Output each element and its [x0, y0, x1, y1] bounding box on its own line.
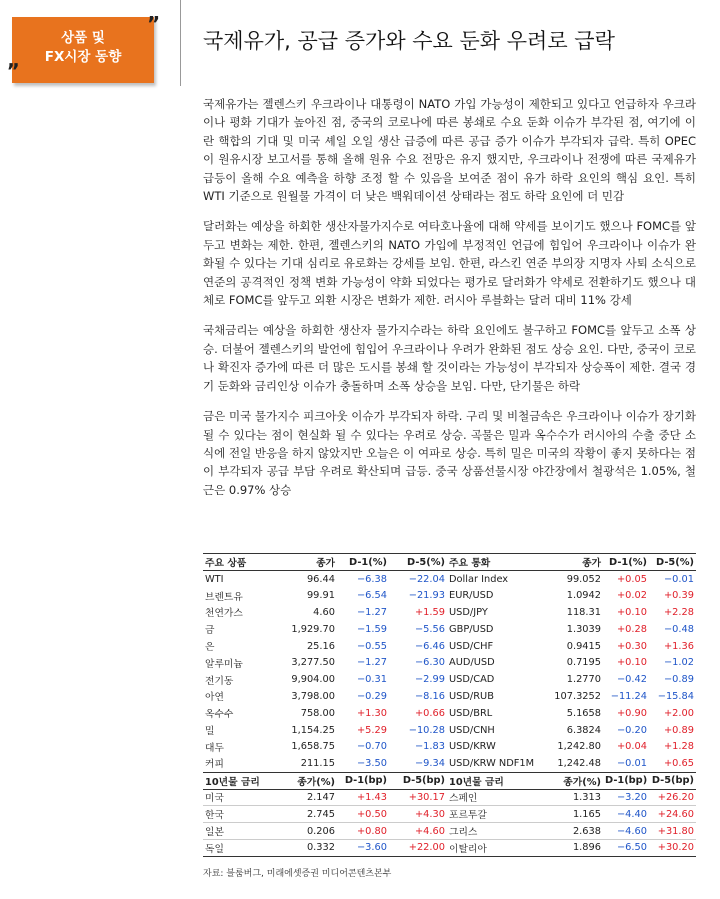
market-cell: −2.99	[414, 674, 445, 686]
market-header-cell: D-1(%)	[349, 556, 387, 568]
market-cell: −0.01	[663, 573, 694, 585]
rate-header-cell: D-5(bp)	[651, 775, 694, 787]
rate-cell: 2.638	[531, 823, 603, 840]
market-cell: 9,904.00	[291, 674, 335, 686]
badge-line-1: 상품 및	[61, 30, 105, 46]
market-cell: +0.04	[616, 741, 647, 753]
market-row	[203, 638, 696, 655]
market-cell: −1.02	[663, 657, 694, 669]
market-cell: −9.34	[414, 757, 445, 769]
rate-cell: 1.165	[531, 806, 603, 823]
paragraph-oil: 국제유가는 젤렌스키 우크라이나 대통령이 NATO 가입 가능성이 제한되고 있다고 언급하자 우크라이나 평화 기대가 높아진 점, 중국의 코로나에 따른 봉쇄로 수요 둔화 이슈가 부각된 점, 여기에 이란 핵합의 기대 및 미국 셰일 오일 생산 급증에 따른 공급 증가 이슈가 부각되자 급락. 특히 OPEC이 원유시장 보고서를 통해 올해 원유 수요 전망은 유지 했지만, 우크라이나 전쟁에 따른 국제유가 급등이 올해 수요 예측을 하향 조정 할 수 있음을 보여준 점이 유가 하락 요인의 핵심 요인. 특히 WTI 기준으로 원월물 가격이 더 낮은 백워데이션 상태라는 점도 하락 요인에 더 민감	[203, 97, 696, 204]
market-header-cell: 주요 상품	[205, 558, 247, 569]
market-cell: 3,798.00	[291, 690, 335, 702]
market-cell: 천연가스	[205, 608, 243, 620]
rate-cell: −4.60	[603, 823, 649, 840]
market-cell: USD/RUB	[449, 690, 494, 702]
rate-cell: +4.30	[389, 806, 447, 823]
market-cell: −0.55	[356, 640, 387, 652]
market-cell: 6.3824	[566, 724, 601, 736]
market-cell: −1.83	[414, 741, 445, 753]
market-cell: +0.65	[663, 757, 694, 769]
market-cell: 알루미늄	[205, 658, 243, 670]
rate-row	[203, 839, 696, 856]
rate-header-cell: 10년물 금리	[205, 776, 260, 788]
market-cell: −0.48	[663, 623, 694, 635]
market-cell: +1.28	[663, 741, 694, 753]
market-cell: −0.31	[356, 674, 387, 686]
market-cell: −22.04	[408, 573, 445, 585]
market-cell: +0.10	[616, 657, 647, 669]
market-row	[203, 571, 696, 588]
rate-cell: −3.20	[603, 789, 649, 806]
market-cell: +0.89	[663, 724, 694, 736]
market-cell: USD/CAD	[449, 674, 495, 686]
rate-cell: −4.40	[603, 806, 649, 823]
market-cell: 5.1658	[566, 707, 601, 719]
rate-cell: 포르투갈	[447, 806, 531, 823]
market-cell: 1.2770	[566, 674, 601, 686]
rate-cell: −6.50	[603, 839, 649, 856]
market-cell: −1.59	[356, 623, 387, 635]
market-table-header	[203, 554, 696, 571]
market-row	[203, 587, 696, 604]
market-cell: +0.90	[616, 707, 647, 719]
paragraph-metals: 금은 미국 물가지수 피크아웃 이슈가 부각되자 하락. 구리 및 비철금속은 우크라이나 이슈가 장기화 될 수 있다는 점이 현실화 될 수 있다는 우려로 상승. 곡물은 밀과 옥수수가 러시아의 수출 중단 소식에 전일 반응을 하지 않았지만 오늘은 이 여파로 상승. 특히 밀은 미국의 작황이 좋지 못하다는 점이 부각되자 공급 부담 우려로 확산되며 급등. 중국 상품선물시장 야간장에서 철광석은 1.05%, 철근은 0.97% 상승	[203, 409, 696, 497]
market-cell: 1,929.70	[291, 623, 335, 635]
market-cell: −0.70	[356, 741, 387, 753]
market-cell: 96.44	[306, 573, 335, 585]
market-cell: GBP/USD	[449, 623, 494, 635]
rate-cell: +31.80	[649, 823, 696, 840]
market-header-cell: 주요 통화	[449, 558, 491, 569]
market-cell: 99.91	[306, 590, 335, 602]
article-body	[203, 95, 696, 511]
market-row	[203, 755, 696, 772]
market-cell: 밀	[205, 726, 215, 738]
market-row	[203, 688, 696, 705]
market-row	[203, 738, 696, 755]
market-cell: −1.27	[356, 657, 387, 669]
market-header-cell: 종가	[316, 558, 335, 569]
market-cell: +0.05	[616, 573, 647, 585]
rate-cell: +24.60	[649, 806, 696, 823]
rate-cell: 한국	[203, 806, 265, 823]
rate-cell: 2.147	[265, 789, 337, 806]
market-cell: −10.28	[408, 724, 445, 736]
market-header-cell: D-5(%)	[656, 556, 694, 568]
market-cell: +0.30	[616, 640, 647, 652]
rate-cell: +4.60	[389, 823, 447, 840]
rate-cell: −3.60	[337, 839, 389, 856]
market-cell: +0.28	[616, 623, 647, 635]
market-cell: 브렌트유	[205, 591, 243, 603]
market-cell: 758.00	[300, 707, 335, 719]
market-cell: −1.27	[356, 606, 387, 618]
open-quote-icon: „	[7, 48, 21, 72]
market-row	[203, 654, 696, 671]
market-cell: 25.16	[306, 640, 335, 652]
market-cell: 1.0942	[566, 590, 601, 602]
market-cell: 1,242.48	[557, 757, 601, 769]
market-cell: WTI	[205, 573, 224, 585]
market-cell: −6.54	[356, 590, 387, 602]
rate-row	[203, 823, 696, 840]
rate-cell: +26.20	[649, 789, 696, 806]
market-cell: Dollar Index	[449, 573, 509, 585]
market-cell: 은	[205, 642, 215, 654]
market-cell: +5.29	[356, 724, 387, 736]
rate-cell: 그리스	[447, 823, 531, 840]
market-cell: −6.30	[414, 657, 445, 669]
rate-header-cell: 종가(%)	[297, 776, 335, 788]
market-cell: −6.38	[356, 573, 387, 585]
market-header-cell: D-1(%)	[609, 556, 647, 568]
close-quote-icon: ”	[147, 12, 161, 36]
market-cell: −6.46	[414, 640, 445, 652]
market-data-table	[203, 553, 696, 857]
market-cell: −5.56	[414, 623, 445, 635]
market-cell: 211.15	[300, 757, 335, 769]
market-cell: 0.9415	[566, 640, 601, 652]
market-cell: −3.50	[356, 757, 387, 769]
market-cell: 0.7195	[566, 657, 601, 669]
market-cell: 1,242.80	[557, 741, 601, 753]
market-cell: −0.42	[616, 674, 647, 686]
market-cell: −15.84	[657, 690, 694, 702]
market-header-cell: D-5(%)	[407, 556, 445, 568]
market-cell: −21.93	[408, 590, 445, 602]
market-cell: 커피	[205, 759, 224, 771]
market-cell: +1.36	[663, 640, 694, 652]
rate-cell: 스페인	[447, 789, 531, 806]
market-cell: −8.16	[414, 690, 445, 702]
market-row	[203, 621, 696, 638]
market-header-cell: 종가	[582, 558, 601, 569]
market-cell: 1,658.75	[291, 741, 335, 753]
market-cell: +0.66	[414, 707, 445, 719]
rate-row	[203, 806, 696, 823]
market-cell: 4.60	[313, 606, 335, 618]
rate-cell: +0.50	[337, 806, 389, 823]
market-cell: 1,154.25	[291, 724, 335, 736]
paragraph-bonds: 국채금리는 예상을 하회한 생산자 물가지수라는 하락 요인에도 불구하고 FOMC를 앞두고 소폭 상승. 더불어 젤렌스키의 발언에 힘입어 우크라이나 우려가 완화된 점도 상승 요인. 다만, 중국이 코로나 확진자 증가에 따른 더 많은 도시를 봉쇄 할 것이라는 가능성이 부각되자 상승폭이 제한. 결국 경기 둔화와 금리인상 이슈가 충돌하며 소폭 상승을 보임. 다만, 단기물은 하락	[203, 323, 696, 393]
market-cell: +0.02	[616, 590, 647, 602]
section-badge	[12, 17, 154, 83]
rate-header-cell: D-1(bp)	[605, 775, 648, 787]
market-cell: 118.31	[566, 606, 601, 618]
market-cell: +0.39	[663, 590, 694, 602]
rate-cell: 0.206	[265, 823, 337, 840]
market-cell: EUR/USD	[449, 590, 494, 602]
market-row	[203, 705, 696, 722]
rate-row	[203, 789, 696, 806]
market-cell: 아연	[205, 692, 224, 704]
rate-cell: +30.17	[389, 789, 447, 806]
market-cell: USD/CHF	[449, 640, 494, 652]
market-row	[203, 604, 696, 621]
market-cell: 99.052	[566, 573, 601, 585]
rate-table-header	[203, 772, 696, 789]
rate-header-cell: 10년물 금리	[449, 776, 504, 788]
market-cell: −11.24	[610, 690, 647, 702]
rate-table-body	[203, 789, 696, 856]
market-cell: USD/KRW	[449, 741, 496, 753]
rate-cell: +30.20	[649, 839, 696, 856]
market-cell: +2.28	[663, 606, 694, 618]
rate-cell: +1.43	[337, 789, 389, 806]
market-cell: +0.10	[616, 606, 647, 618]
market-cell: 대두	[205, 742, 224, 754]
market-cell: 107.3252	[554, 690, 601, 702]
market-cell: 금	[205, 625, 215, 637]
market-cell: +2.00	[663, 707, 694, 719]
paragraph-dollar: 달러화는 예상을 하회한 생산자물가지수로 여타호나율에 대해 약세를 보이기도 했으나 FOMC를 앞두고 변화는 제한. 한편, 젤렌스키의 NATO 가입에 부정적인 언급에 힘입어 우크라이나 이슈가 완화될 수 있다는 기대 심리로 유로화는 강세를 보임. 한편, 라스킨 연준 부의장 지명자 사퇴 소식으로 연준의 공격적인 정책 변화 가능성이 약화 되었다는 평가로 달러화가 약세로 전환하기도 했으나 대체로 FOMC를 앞두고 외환 시장은 변화가 제한. 러시아 루블화는 달러 대비 11% 강세	[203, 219, 696, 308]
rate-cell: 0.332	[265, 839, 337, 856]
rate-cell: 2.745	[265, 806, 337, 823]
rate-header-cell: 종가(%)	[563, 776, 601, 788]
market-cell: −0.20	[616, 724, 647, 736]
market-cell: USD/CNH	[449, 724, 495, 736]
rate-cell: +0.80	[337, 823, 389, 840]
market-cell: USD/KRW NDF1M	[449, 757, 535, 769]
market-cell: 1.3039	[566, 623, 601, 635]
market-cell: −0.89	[663, 674, 694, 686]
market-row	[203, 671, 696, 688]
badge-line-2: FX시장 동향	[44, 49, 122, 65]
rate-header-cell: D-1(bp)	[344, 775, 387, 787]
market-row	[203, 722, 696, 739]
page-title: 국제유가, 공급 증가와 수요 둔화 우려로 급락	[203, 29, 615, 53]
market-cell: AUD/USD	[449, 657, 495, 669]
rate-cell: +22.00	[389, 839, 447, 856]
rate-header-cell: D-5(bp)	[402, 775, 445, 787]
market-cell: −0.01	[616, 757, 647, 769]
rate-cell: 1.313	[531, 789, 603, 806]
market-cell: +1.59	[414, 606, 445, 618]
market-table-body	[203, 571, 696, 773]
rate-cell: 일본	[203, 823, 265, 840]
market-cell: USD/BRL	[449, 707, 493, 719]
rate-cell: 미국	[203, 789, 265, 806]
market-cell: +1.30	[356, 707, 387, 719]
market-cell: −0.29	[356, 690, 387, 702]
market-cell: 전기동	[205, 675, 234, 687]
rate-cell: 독일	[203, 839, 265, 856]
market-cell: 옥수수	[205, 709, 234, 721]
market-cell: USD/JPY	[449, 606, 488, 618]
header-divider	[180, 0, 181, 86]
source-note: 자료: 블룸버그, 미래에셋증권 미디어콘텐츠본부	[203, 869, 392, 879]
rate-cell: 이탈리아	[447, 839, 531, 856]
rate-cell: 1.896	[531, 839, 603, 856]
market-cell: 3,277.50	[291, 657, 335, 669]
